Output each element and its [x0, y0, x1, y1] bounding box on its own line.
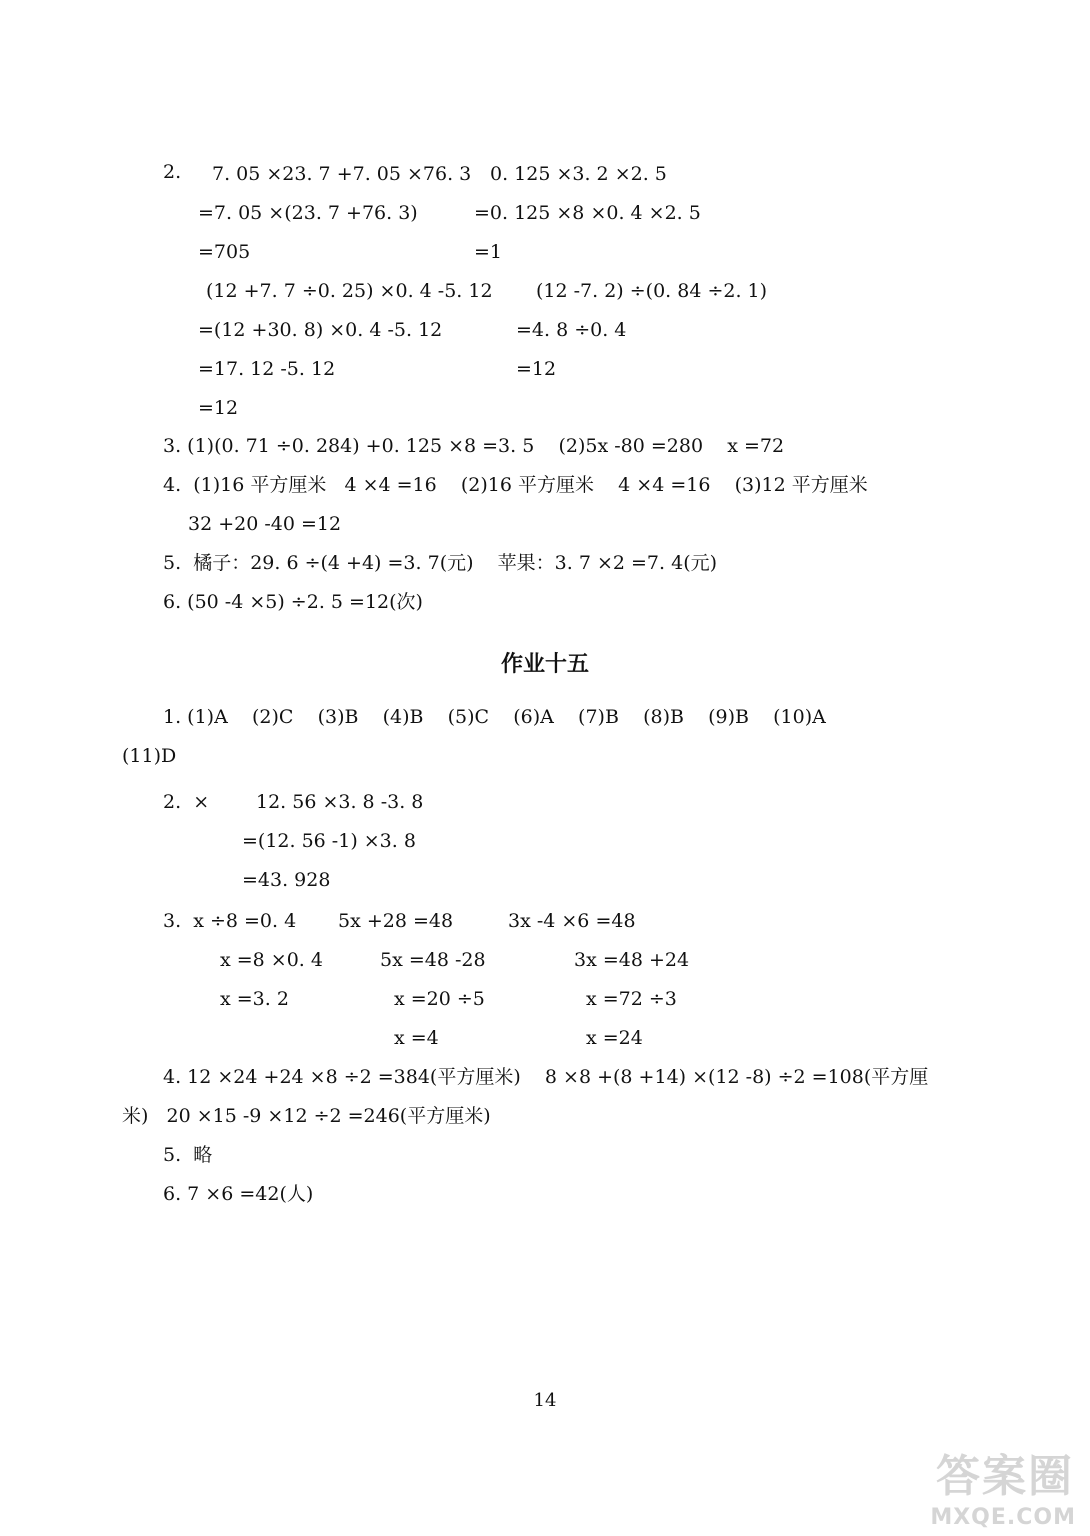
answer-6: 6. (50 -4 ×5) ÷2. 5 =12(次)	[163, 591, 423, 613]
answer-2-expr-c: (12 +7. 7 ÷0. 25) ×0. 4 -5. 12	[206, 280, 493, 302]
hw15-answer-3-eq3-result: x =24	[586, 1027, 643, 1049]
hw15-answer-2-mark: 2. ×	[163, 791, 210, 813]
hw15-answer-3-eq1-result: x =3. 2	[220, 988, 289, 1010]
answer-3: 3. (1)(0. 71 ÷0. 284) +0. 125 ×8 =3. 5 (2)5x -80 =280 x =72	[163, 435, 785, 457]
hw15-answer-3-eq2-result: x =4	[394, 1027, 439, 1049]
answer-2-expr-d: (12 -7. 2) ÷(0. 84 ÷2. 1)	[536, 280, 768, 302]
hw15-answer-3-eq3-step1: 3x =48 +24	[574, 949, 690, 971]
answer-2-result-c: =12	[198, 397, 239, 419]
watermark-logo	[890, 1440, 1080, 1530]
hw15-answer-3-eq2-step2: x =20 ÷5	[394, 988, 485, 1010]
answer-2-number: 2.	[163, 161, 182, 183]
hw15-answer-3-eq3-step2: x =72 ÷3	[586, 988, 677, 1010]
hw15-answer-3-eq1-step1: x =8 ×0. 4	[220, 949, 323, 971]
answer-2-result-d: =12	[516, 358, 557, 380]
hw15-answer-3-eq3: 3x -4 ×6 =48	[508, 910, 636, 932]
answer-2-step2-c: =17. 12 -5. 12	[198, 358, 336, 380]
hw15-answer-4: 4. 12 ×24 +24 ×8 ÷2 =384(平方厘米) 8 ×8 +(8 +14) ×(12 -8) ÷2 =108(平方厘	[163, 1066, 929, 1088]
answer-2-step1-b: =0. 125 ×8 ×0. 4 ×2. 5	[474, 202, 701, 224]
hw15-answer-2-result: =43. 928	[242, 869, 331, 891]
hw15-answer-2-step1: =(12. 56 -1) ×3. 8	[242, 830, 416, 852]
answer-2-step1-a: =7. 05 ×(23. 7 +76. 3)	[198, 202, 418, 224]
answer-5: 5. 橘子：29. 6 ÷(4 +4) =3. 7(元) 苹果：3. 7 ×2 =7. 4(元)	[163, 552, 718, 574]
answer-2-expr-b: 0. 125 ×3. 2 ×2. 5	[490, 163, 667, 185]
answer-4: 4. (1)16 平方厘米 4 ×4 =16 (2)16 平方厘米 4 ×4 =16 (3)12 平方厘米	[163, 474, 868, 496]
section-title: 作业十五	[500, 652, 589, 677]
hw15-answer-3-eq2-step1: 5x =48 -28	[380, 949, 486, 971]
hw15-answer-6: 6. 7 ×6 =42(人)	[163, 1183, 314, 1205]
answer-2-step1-d: =4. 8 ÷0. 4	[516, 319, 627, 341]
hw15-answer-4-cont: 米) 20 ×15 -9 ×12 ÷2 =246(平方厘米)	[122, 1105, 491, 1127]
answer-2-result-a: =705	[198, 241, 251, 263]
answer-4-cont: 32 +20 -40 =12	[188, 513, 342, 535]
answer-2-step1-c: =(12 +30. 8) ×0. 4 -5. 12	[198, 319, 443, 341]
watermark-text-top: 答案圈	[936, 1451, 1074, 1502]
page-number: 14	[533, 1390, 557, 1411]
hw15-answer-3-eq1: 3. x ÷8 =0. 4	[163, 910, 297, 932]
hw15-answer-5: 5. 略	[163, 1144, 213, 1166]
hw15-answer-1: 1. (1)A (2)C (3)B (4)B (5)C (6)A (7)B (8)B (9)B (10)A	[163, 706, 826, 728]
hw15-answer-3-eq2: 5x +28 =48	[338, 910, 454, 932]
answer-2-result-b: =1	[474, 241, 503, 263]
hw15-answer-2-expr: 12. 56 ×3. 8 -3. 8	[256, 791, 424, 813]
answer-2-expr-a: 7. 05 ×23. 7 +7. 05 ×76. 3	[212, 163, 472, 185]
hw15-answer-1-cont: (11)D	[122, 745, 177, 767]
watermark-text-bottom: MXQE.COM	[930, 1505, 1076, 1530]
